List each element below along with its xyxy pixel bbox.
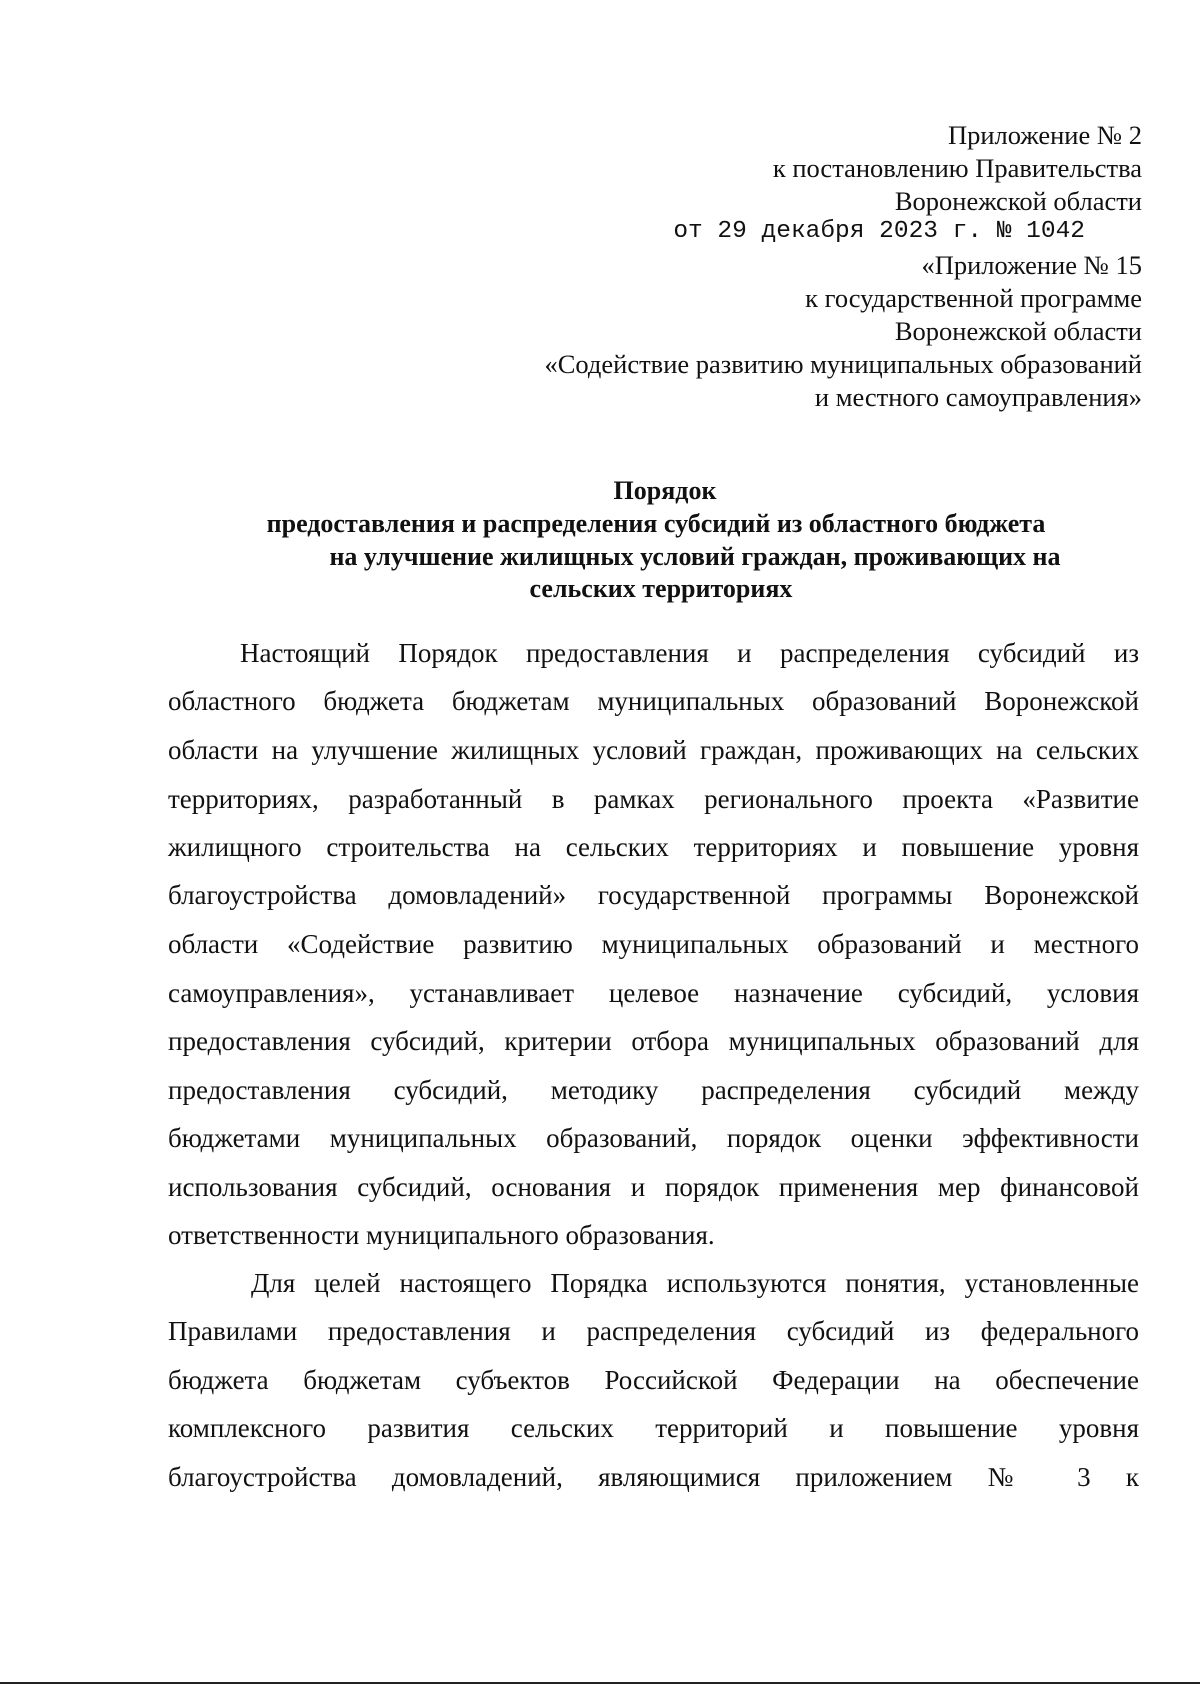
paragraph-1-line: предоставления субсидий, методику распределения субсидий между [168,1075,1139,1105]
doc-title: Порядок [613,476,717,505]
paragraph-1-line: территориях, разработанный в рамках регионального проекта «Развитие [168,784,1139,814]
paragraph-1-line: бюджетами муниципальных образований, порядок оценки эффективности [168,1123,1139,1153]
paragraph-2-line: комплексного развития сельских территорий и повышение уровня [168,1413,1139,1443]
paragraph-2-line: Правилами предоставления и распределения субсидий из федерального [168,1316,1139,1346]
doc-subtitle-line-2: на улучшение жилищных условий граждан, проживающих на [329,542,1061,571]
paragraph-2-line: Для целей настоящего Порядка используются понятия, установленные [251,1268,1139,1298]
header-line-2: к постановлению Правительства [772,153,1142,183]
doc-subtitle-line-1: предоставления и распределения субсидий из областного бюджета [266,509,1046,538]
paragraph-2-line: благоустройства домовладений, являющимися приложением № 3 к [168,1462,1139,1492]
header-line-6: к государственной программе [805,283,1142,313]
page-bottom-edge [0,1682,1200,1684]
paragraph-2-line: бюджета бюджетам субъектов Российской Федерации на обеспечение [168,1365,1139,1395]
paragraph-1-line: предоставления субсидий, критерии отбора муниципальных образований для [168,1026,1139,1056]
paragraph-1-line: благоустройства домовладений» государственной программы Воронежской [168,880,1139,910]
doc-subtitle-line-3: сельских территориях [529,574,793,603]
header-line-date: от 29 декабря 2023 г. № 1042 [673,218,1085,245]
paragraph-1-line: области «Содействие развитию муниципальных образований и местного [168,929,1139,959]
header-line-1: Приложение № 2 [947,120,1142,150]
paragraph-1-line-last: ответственности муниципального образования. [168,1220,715,1250]
header-line-7: Воронежской области [894,316,1142,346]
paragraph-1-line: Настоящий Порядок предоставления и распределения субсидий из [240,638,1139,668]
header-line-8: «Содействие развитию муниципальных образований [544,349,1142,379]
header-line-3: Воронежской области [894,186,1142,216]
header-line-9: и местного самоуправления» [814,382,1142,412]
header-line-5: «Приложение № 15 [921,250,1142,280]
paragraph-1-line: самоуправления», устанавливает целевое назначение субсидий, условия [168,978,1139,1008]
paragraph-1-line: жилищного строительства на сельских территориях и повышение уровня [168,832,1139,862]
paragraph-1-line: использования субсидий, основания и порядок применения мер финансовой [168,1172,1139,1202]
paragraph-1-line: областного бюджета бюджетам муниципальных образований Воронежской [168,686,1139,716]
paragraph-1-line: области на улучшение жилищных условий граждан, проживающих на сельских [168,735,1139,765]
